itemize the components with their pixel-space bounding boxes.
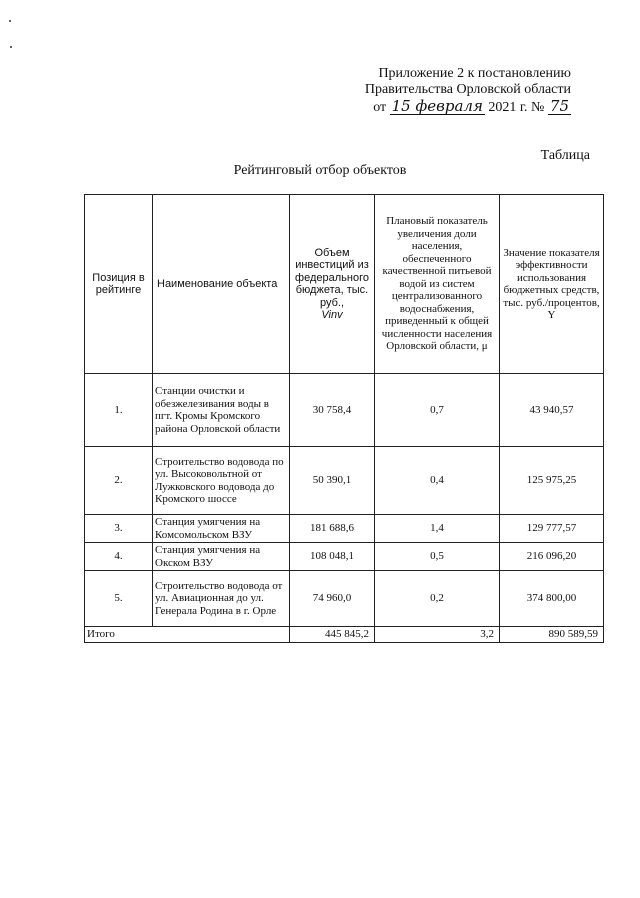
- cell-efficiency: 374 800,00: [500, 571, 604, 627]
- handwritten-number: 75: [549, 97, 569, 115]
- cell-investment: 108 048,1: [290, 543, 375, 571]
- cell-name: Станция умягчения на Окском ВЗУ: [153, 543, 290, 571]
- header-line-3: [311, 98, 571, 116]
- total-label: Итого: [85, 627, 290, 643]
- appendix-header: [311, 66, 571, 116]
- cell-position: 2.: [85, 447, 153, 515]
- handwritten-date: 15 февраля: [391, 97, 483, 115]
- total-efficiency: 890 589,59: [500, 627, 604, 643]
- cell-indicator: 0,4: [375, 447, 500, 515]
- total-investment: 445 845,2: [290, 627, 375, 643]
- total-indicator: 3,2: [375, 627, 500, 643]
- cell-name: Строительство водовода по ул. Высоковольтной от Лужковского водовода до Кромского шоссе: [153, 447, 290, 515]
- cell-position: 5.: [85, 571, 153, 627]
- scan-speck: [9, 20, 11, 22]
- from-label: от: [373, 100, 387, 115]
- header-investment-symbol: Vinv: [321, 309, 343, 321]
- cell-indicator: 0,2: [375, 571, 500, 627]
- cell-name: Строительство водовода от ул. Авиационная до ул. Генерала Родина в г. Орле: [153, 571, 290, 627]
- table-header-row: [85, 195, 604, 374]
- scan-speck: [10, 46, 12, 48]
- cell-efficiency: 43 940,57: [500, 374, 604, 447]
- table-label: Таблица: [540, 148, 590, 163]
- cell-indicator: 0,5: [375, 543, 500, 571]
- cell-investment: 74 960,0: [290, 571, 375, 627]
- table-row: [85, 543, 604, 571]
- cell-efficiency: 216 096,20: [500, 543, 604, 571]
- cell-investment: 30 758,4: [290, 374, 375, 447]
- table-row: [85, 571, 604, 627]
- cell-indicator: 0,7: [375, 374, 500, 447]
- cell-investment: 50 390,1: [290, 447, 375, 515]
- header-position: Позиция в рейтинге: [85, 195, 153, 374]
- table-row: [85, 515, 604, 543]
- table-row: [85, 447, 604, 515]
- total-row: [85, 627, 604, 643]
- year-label: 2021 г. №: [488, 100, 545, 115]
- cell-efficiency: 129 777,57: [500, 515, 604, 543]
- rating-table: [84, 194, 604, 643]
- header-name: Наименование объекта: [153, 195, 290, 374]
- cell-investment: 181 688,6: [290, 515, 375, 543]
- header-investment: [290, 195, 375, 374]
- table-row: [85, 374, 604, 447]
- cell-name: Станции очистки и обезжелезивания воды в пгт. Кромы Кромского района Орловской области: [153, 374, 290, 447]
- cell-position: 1.: [85, 374, 153, 447]
- cell-name: Станция умягчения на Комсомольском ВЗУ: [153, 515, 290, 543]
- cell-position: 3.: [85, 515, 153, 543]
- header-efficiency: Значение показателя эффективности использования бюджетных средств, тыс. руб./процентов, Y: [500, 195, 604, 374]
- cell-indicator: 1,4: [375, 515, 500, 543]
- header-investment-text: Объем инвестиций из федерального бюджета, тыс. руб.,: [295, 246, 369, 309]
- header-line-1: Приложение 2 к постановлению: [378, 66, 571, 81]
- document-title: Рейтинговый отбор объектов: [233, 163, 407, 178]
- header-line-2: Правительства Орловской области: [364, 82, 571, 97]
- header-indicator: Плановый показатель увеличения доли населения, обеспеченного качественной питьевой водой из систем централизованного водоснабжения, приведенный к общей численности населения Орловской области, μ: [375, 195, 500, 374]
- cell-position: 4.: [85, 543, 153, 571]
- cell-efficiency: 125 975,25: [500, 447, 604, 515]
